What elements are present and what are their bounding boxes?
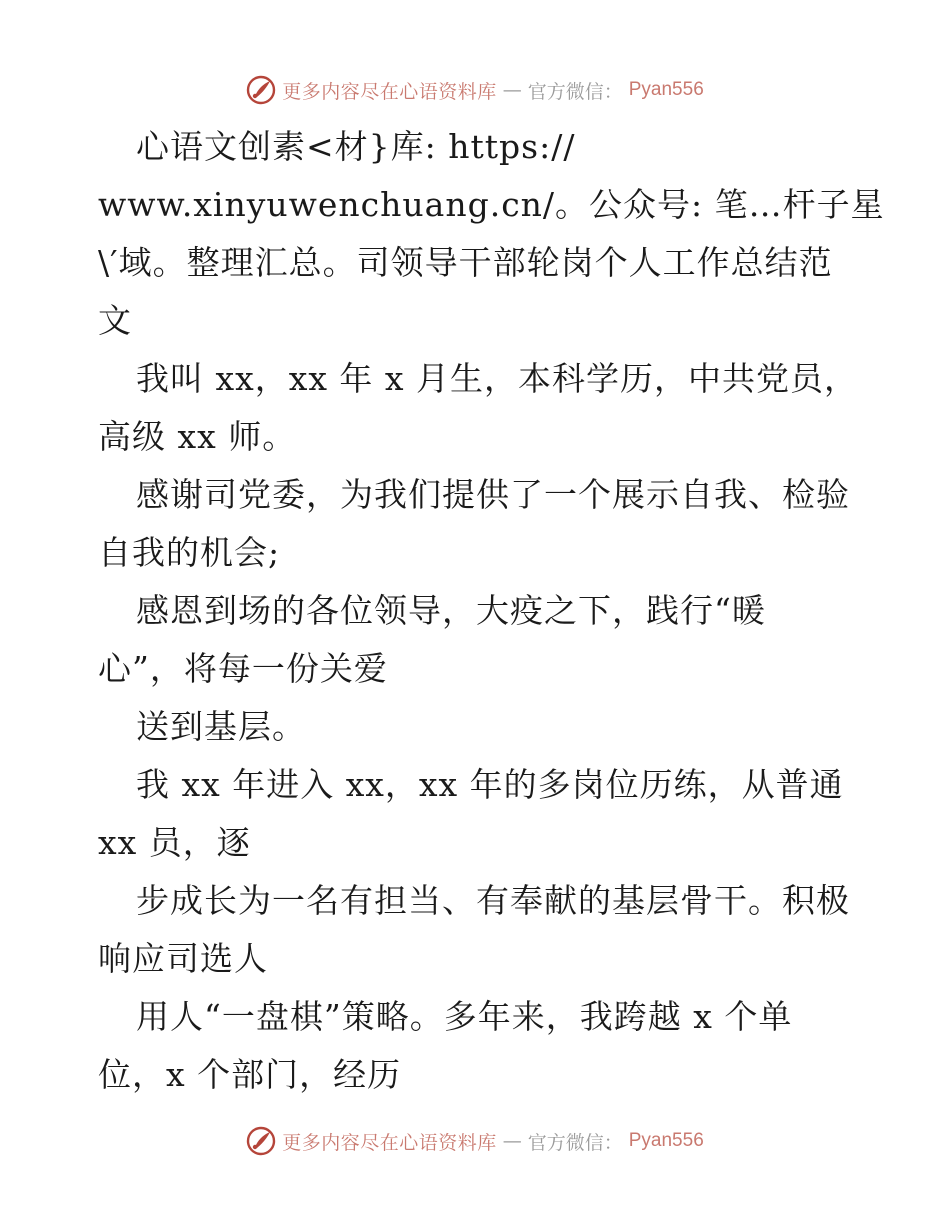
watermark-wechat-id: Pyan556	[628, 79, 704, 100]
quill-seal-icon	[246, 1126, 276, 1156]
footer-watermark	[0, 1121, 950, 1161]
text-line: 我叫 xx，xx 年 x 月生，本科学历，中共党员，	[136, 359, 859, 398]
document-body	[98, 118, 885, 1104]
watermark-brand-text: 更多内容尽在心语资料库	[282, 1131, 497, 1154]
text-line: 用人“一盘棋”策略。多年来，我跨越 x 个单	[136, 997, 793, 1036]
watermark-wechat-label: 官方微信：	[527, 80, 623, 103]
text-line: 感恩到场的各位领导，大疫之下，践行“暖	[136, 591, 766, 630]
quill-seal-icon	[246, 75, 276, 105]
text-line: \′域。整理汇总。司领导干部轮岗个人工作总结范	[98, 243, 833, 282]
text-line: 文	[98, 301, 132, 340]
watermark-wechat-id: Pyan556	[628, 1130, 704, 1151]
text-line: 我 xx 年进入 xx，xx 年的多岗位历练，从普通	[136, 765, 844, 804]
watermark-wechat-label: 官方微信：	[527, 1131, 623, 1154]
text-line: 响应司选人	[98, 939, 268, 978]
watermark-separator: —	[502, 1130, 522, 1152]
text-line: 位，x 个部门，经历	[98, 1055, 402, 1094]
text-line: 送到基层。	[136, 707, 306, 746]
watermark-brand-text: 更多内容尽在心语资料库	[282, 80, 497, 103]
watermark-separator: —	[502, 79, 522, 101]
header-watermark	[0, 70, 950, 110]
text-line: 心”，将每一份关爱	[98, 649, 388, 688]
text-line: xx 员，逐	[98, 823, 251, 862]
text-line: 自我的机会;	[98, 533, 281, 572]
text-line: 高级 xx 师。	[98, 417, 297, 456]
text-line: 心语文创素<材}库: https://	[136, 127, 576, 166]
text-line: 感谢司党委，为我们提供了一个展示自我、检验	[136, 475, 850, 514]
text-line: www.xinyuwenchuang.cn/。公众号: 笔…杆子星	[98, 185, 885, 224]
text-line: 步成长为一名有担当、有奉献的基层骨干。积极	[136, 881, 850, 920]
